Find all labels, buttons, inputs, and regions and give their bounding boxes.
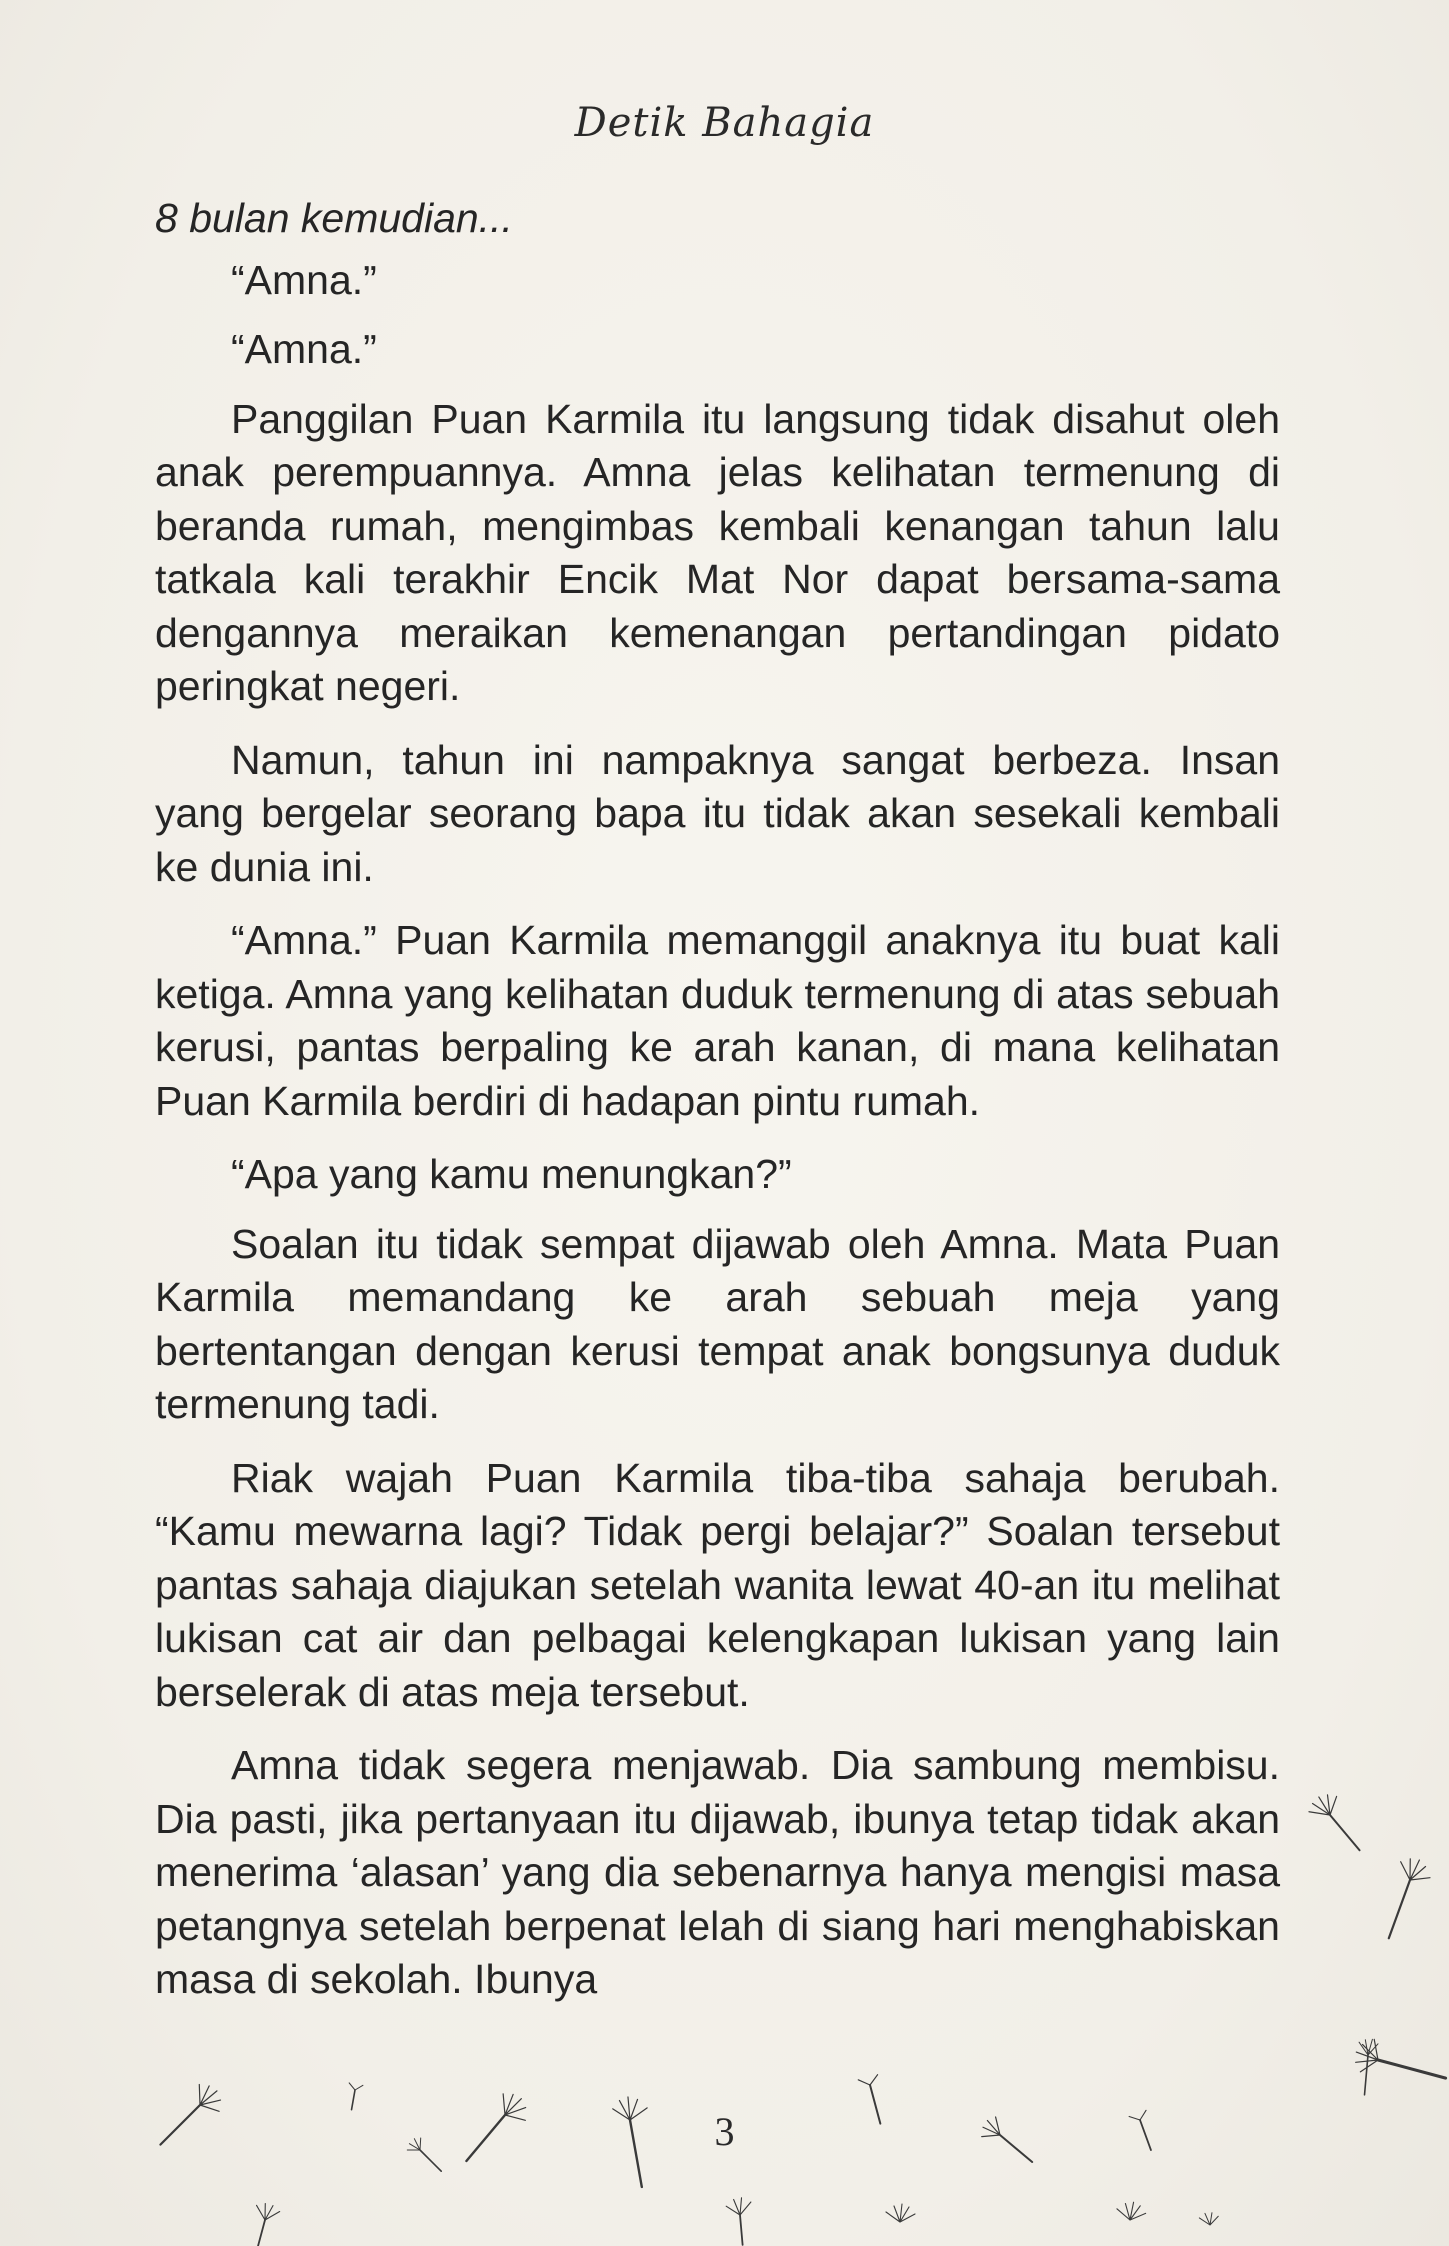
dandelion-seed-icon (726, 2197, 755, 2246)
running-header-title: Detik Bahagia (574, 100, 875, 146)
paragraph: Panggilan Puan Karmila itu langsung tidak disahut oleh anak perempuannya. Amna jelas kelihatan termenung di beranda rumah, mengimbas kembali kenangan tahun lalu tatkala kali terakhir Encik Mat Nor dapat bersama-sama dengannya meraikan kemenangan pertandingan pidato peringkat negeri. (155, 395, 1280, 709)
scene-label: 8 bulan kemudian... (155, 195, 513, 241)
paragraph: Soalan itu tidak sempat dijawab oleh Amna. Mata Puan Karmila memandang ke arah sebuah meja yang bertentangan dengan kerusi tempat anak bongsunya duduk termenung tadi. (155, 1220, 1280, 1427)
dandelion-seed-icon (246, 2201, 281, 2246)
paragraph: “Amna.” (231, 256, 377, 303)
dandelion-seed-icon (886, 2204, 915, 2222)
dandelion-seed-icon (1306, 1788, 1373, 1859)
dandelion-seed-icon (345, 2083, 363, 2111)
paragraph: Riak wajah Puan Karmila tiba-tiba sahaja berubah. “Kamu mewarna lagi? Tidak pergi belajar?” Soalan tersebut pantas sahaja diajukan setelah wanita lewat 40-an itu melihat lukisan cat air dan pelbagai kelengkapan lukisan yang lain berselerak di atas meja tersebut. (155, 1454, 1280, 1715)
dandelion-seed-icon (1355, 2038, 1379, 2095)
paragraph: “Amna.” (231, 326, 377, 372)
paragraph: Amna tidak segera menjawab. Dia sambung membisu. Dia pasti, jika pertanyaan itu dijawab, ibunya tetap tidak akan menerima ‘alasan’ yang dia sebenarnya hanya mengisi masa petangnya setelah berpenat lelah di siang hari menghabiskan masa di sekolah. Ibunya (155, 1742, 1280, 2002)
paragraph: “Amna.” Puan Karmila memanggil anaknya itu buat kali ketiga. Amna yang kelihatan duduk termenung di atas sebuah kerusi, pantas berpaling ke arah kanan, di mana kelihatan Puan Karmila berdiri di hadapan pintu rumah. (155, 917, 1280, 1124)
body-text (155, 192, 1280, 2027)
page-number: 3 (714, 2109, 735, 2154)
dandelion-seed-icon (1116, 2201, 1146, 2221)
dandelion-seed-icon (1199, 2212, 1219, 2226)
dandelion-seed-icon (1375, 1854, 1435, 1944)
dandelion-seed-icon (1352, 2036, 1449, 2094)
paragraph: Namun, tahun ini nampaknya sangat berbeza. Insan yang bergelar seorang bapa itu tidak akan sesekali kembali ke dunia ini. (155, 736, 1280, 890)
paragraph: “Apa yang kamu menungkan?” (231, 1151, 792, 1197)
